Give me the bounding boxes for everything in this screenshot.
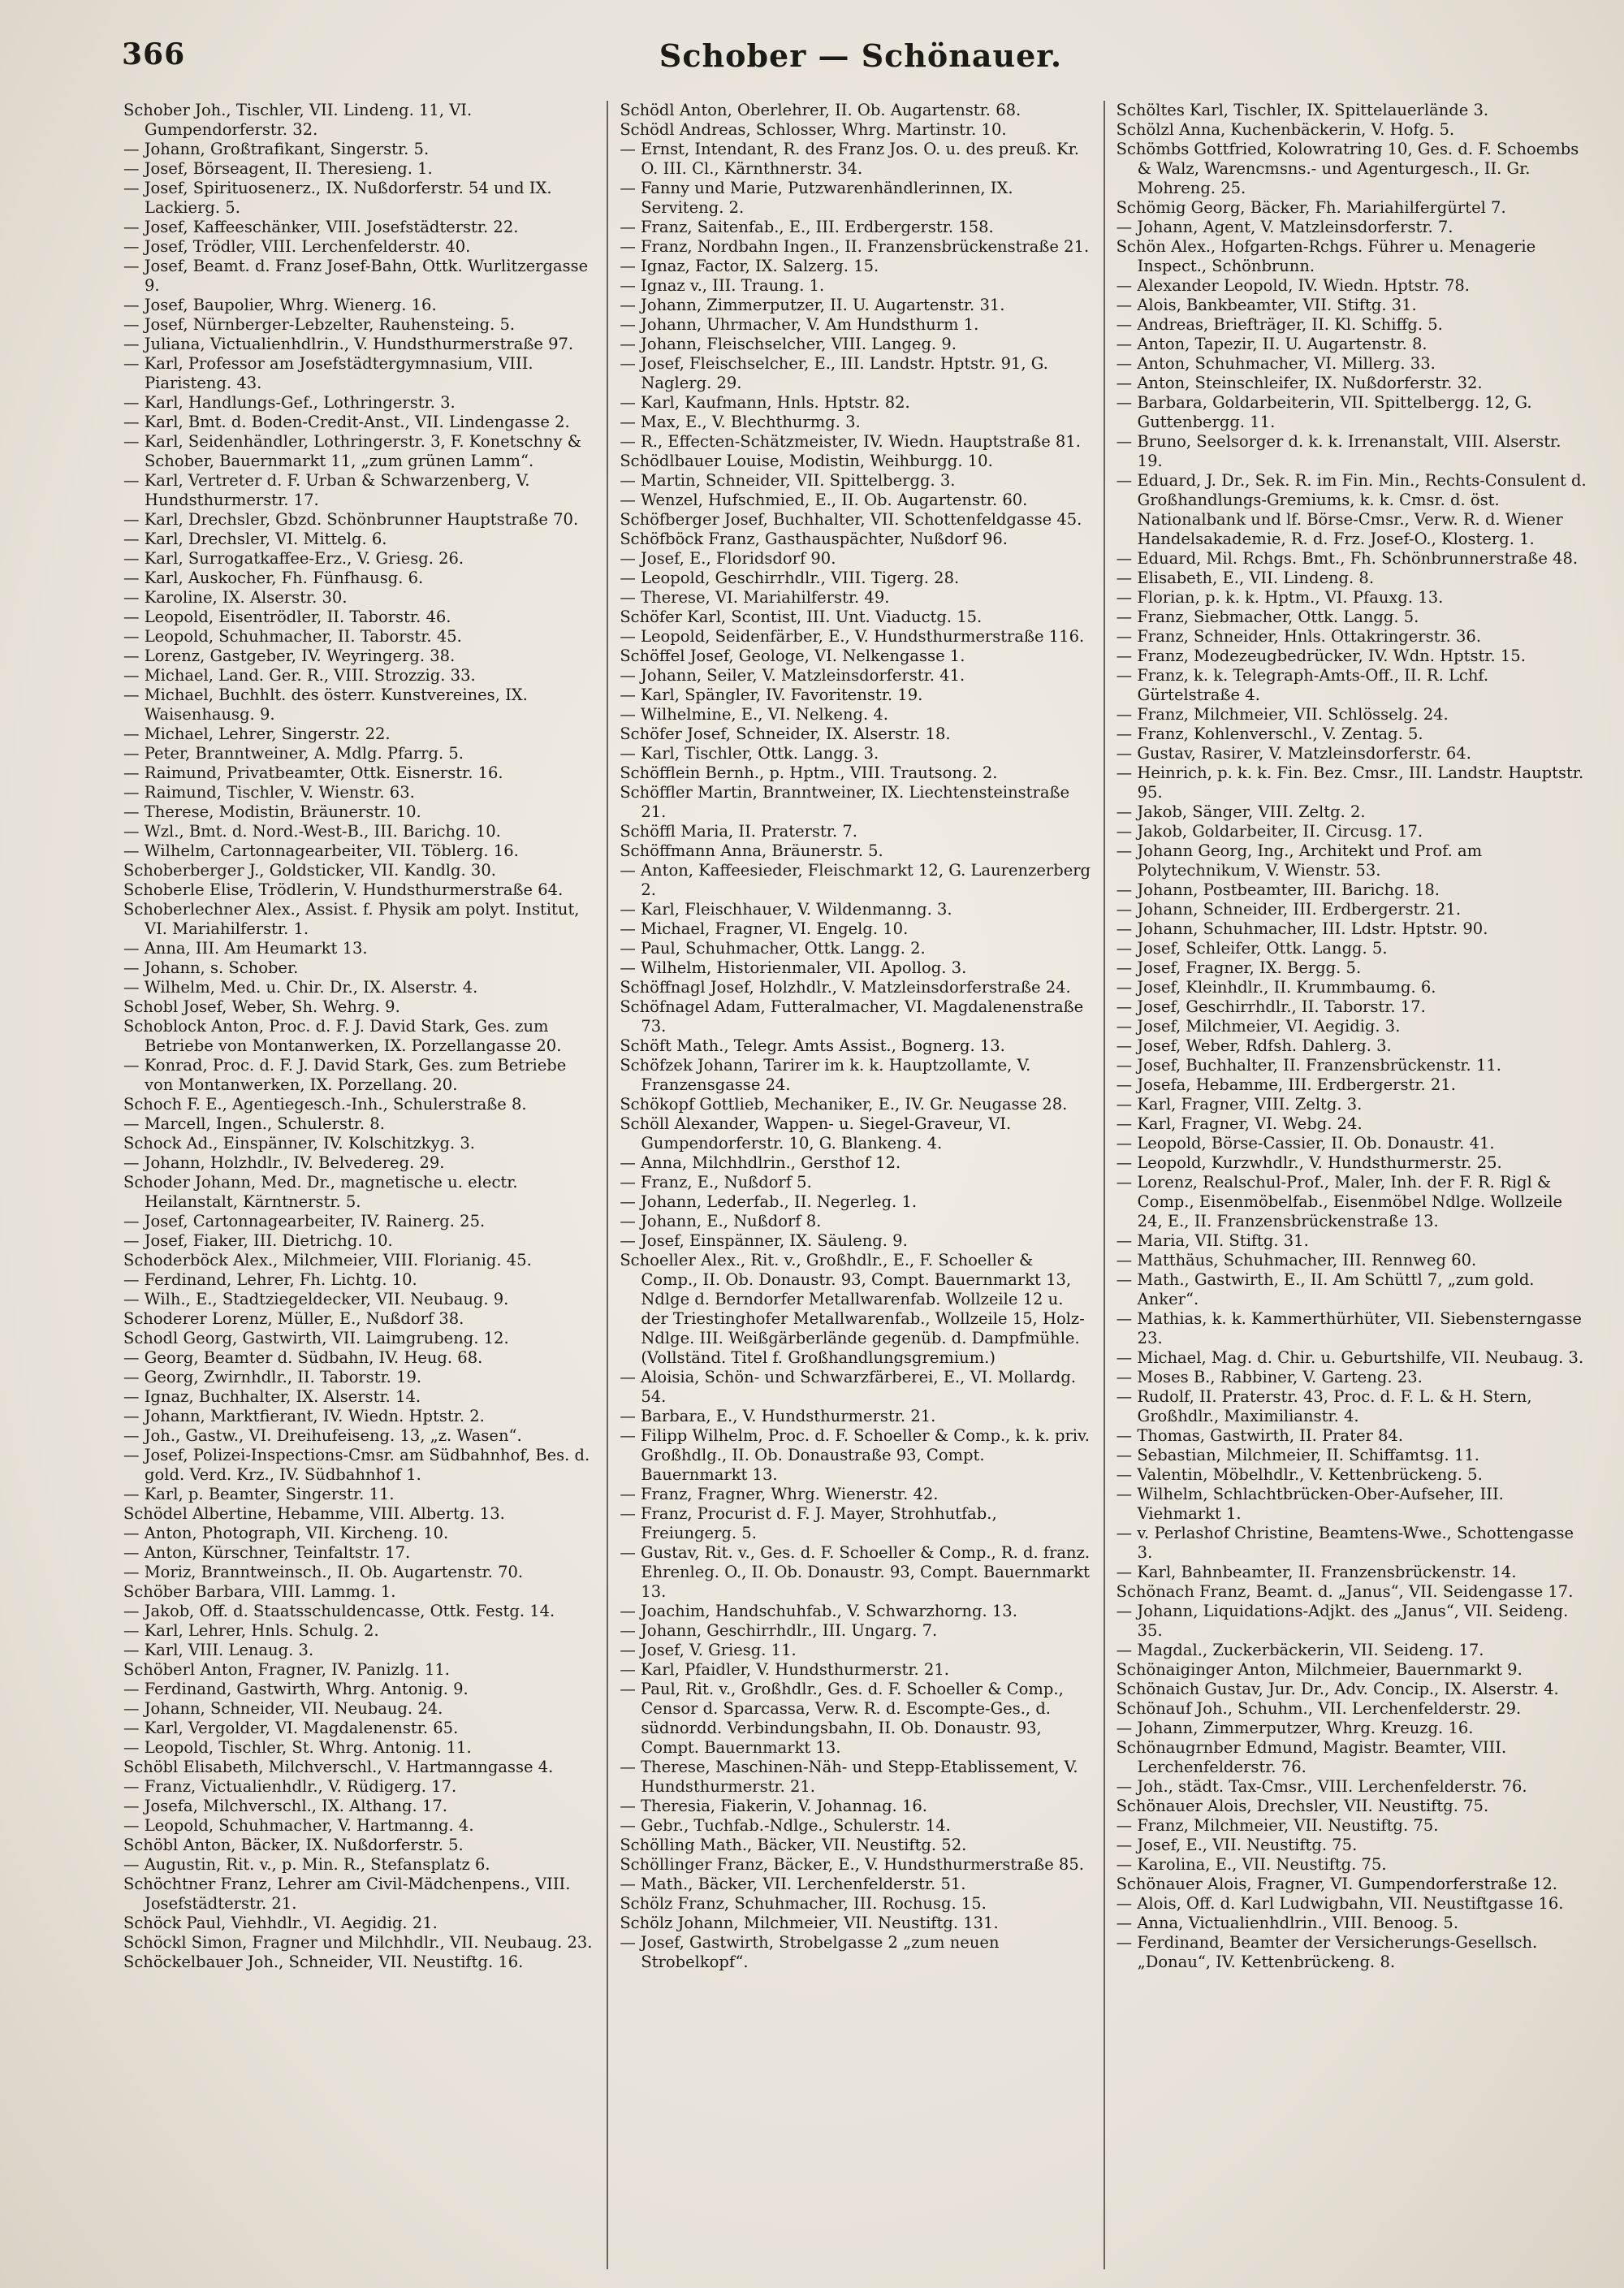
- directory-entry: — Karl, Professor am Josefstädtergymnasium, VIII. Piaristeng. 43.: [123, 354, 533, 392]
- directory-entry: — Wenzel, Hufschmied, E., II. Ob. Augartenstr. 60.: [620, 491, 1028, 509]
- directory-entry: Schoberle Elise, Trödlerin, V. Hundsthurmerstraße 64.: [123, 880, 564, 899]
- directory-entry: Schöfzek Johann, Tarirer im k. k. Hauptzollamte, V. Franzensgasse 24.: [620, 1056, 1031, 1094]
- directory-entry: — Franz, Fragner, Whrg. Wienerstr. 42.: [620, 1485, 939, 1503]
- directory-entry: — Anna, Victualienhdlrin., VIII. Benoog. 5.: [1116, 1914, 1459, 1932]
- directory-entry: Schölling Math., Bäcker, VII. Neustiftg. 52.: [620, 1836, 967, 1854]
- directory-entry: — Karl, Bmt. d. Boden-Credit-Anst., VII. Lindengasse 2.: [123, 413, 570, 431]
- directory-entry: — Florian, p. k. k. Hptm., VI. Pfauxg. 13.: [1116, 588, 1444, 607]
- directory-entry: — Mathias, k. k. Kammerthürhüter, VII. Siebensterngasse 23.: [1116, 1309, 1582, 1347]
- directory-entry: — Gustav, Rit. v., Ges. d. F. Schoeller & Comp., R. d. franz. Ehrenleg. O., II. Ob. Donaustr. 93, Compt. Bauernmarkt 13.: [620, 1543, 1091, 1601]
- directory-entry: — Alois, Bankbeamter, VII. Stiftg. 31.: [1116, 296, 1417, 314]
- directory-entry: — Lorenz, Gastgeber, IV. Weyringerg. 38.: [123, 647, 456, 665]
- directory-entry: — Karl, Fleischhauer, V. Wildenmanng. 3.: [620, 900, 952, 919]
- directory-entry: — Johann Georg, Ing., Architekt und Prof. am Polytechnikum, V. Wienstr. 53.: [1116, 841, 1483, 880]
- directory-entry: — Karl, Handlungs-Gef., Lothringerstr. 3.: [123, 393, 456, 412]
- directory-entry: Schökopf Gottlieb, Mechaniker, E., IV. Gr. Neugasse 28.: [620, 1095, 1068, 1114]
- directory-entry: — Karl, Vertreter d. F. Urban & Schwarzenberg, V. Hundsthurmerstr. 17.: [123, 471, 530, 509]
- running-title: Schober — Schönauer.: [659, 37, 1063, 74]
- directory-entry: — Ferdinand, Gastwirth, Whrg. Antonig. 9.: [123, 1680, 469, 1698]
- directory-entry: — Ferdinand, Beamter der Versicherungs-Gesellsch. „Donau“, IV. Kettenbrückeng. 8.: [1116, 1933, 1538, 1971]
- directory-entry: Schöfer Josef, Schneider, IX. Alserstr. 18.: [620, 724, 951, 743]
- directory-entry: — Rudolf, II. Praterstr. 43, Proc. d. F. L. & H. Stern, Großhdlr., Maximilianstr. 4.: [1116, 1387, 1532, 1425]
- directory-entry: — Wilhelm, Cartonnagearbeiter, VII. Töblerg. 16.: [123, 841, 519, 860]
- directory-entry: Schönaiginger Anton, Milchmeier, Bauernmarkt 9.: [1116, 1660, 1522, 1679]
- directory-entry: — Johann, Agent, V. Matzleinsdorferstr. 7.: [1116, 218, 1453, 236]
- directory-entry: — Michael, Land. Ger. R., VIII. Strozzig. 33.: [123, 666, 476, 685]
- directory-entry: — Josef, Cartonnagearbeiter, IV. Rainerg. 25.: [123, 1212, 486, 1231]
- directory-entry: — Jakob, Sänger, VIII. Zeltg. 2.: [1116, 802, 1366, 821]
- directory-entry: — Math., Bäcker, VII. Lerchenfelderstr. 51.: [620, 1875, 966, 1893]
- directory-entry: Schöft Math., Telegr. Amts Assist., Bognerg. 13.: [620, 1036, 1005, 1055]
- directory-entry: Schöffnagl Josef, Holzhdlr., V. Matzleinsdorferstraße 24.: [620, 978, 1071, 997]
- directory-entry: Schönauer Alois, Fragner, VI. Gumpendorferstraße 12.: [1116, 1875, 1557, 1893]
- directory-entry: — Josef, Gastwirth, Strobelgasse 2 „zum neuen Strobelkopf“.: [620, 1933, 1000, 1971]
- directory-entry: Schömig Georg, Bäcker, Fh. Mariahilfergürtel 7.: [1116, 198, 1506, 217]
- directory-entry: — Raimund, Tischler, V. Wienstr. 63.: [123, 783, 415, 802]
- directory-entry: — Eduard, Mil. Rchgs. Bmt., Fh. Schönbrunnerstraße 48.: [1116, 549, 1579, 568]
- directory-entry: — Josef, Schleifer, Ottk. Langg. 5.: [1116, 939, 1388, 958]
- directory-entry: Schöfnagel Adam, Futteralmacher, VI. Magdalenenstraße 73.: [620, 997, 1084, 1036]
- directory-entry: — Franz, Schneider, Hnls. Ottakringerstr. 36.: [1116, 627, 1482, 646]
- directory-entry: Schönach Franz, Beamt. d. „Janus“, VII. Seidengasse 17.: [1116, 1582, 1574, 1601]
- directory-entry: — Josef, Börseagent, II. Theresieng. 1.: [123, 159, 433, 178]
- directory-entry: — Johann, Schneider, VII. Neubaug. 24.: [123, 1699, 443, 1718]
- directory-entry: Schoch F. E., Agentiegesch.-Inh., Schulerstraße 8.: [123, 1095, 527, 1114]
- directory-entry: — Peter, Branntweiner, A. Mdlg. Pfarrg. 5.: [123, 744, 464, 763]
- directory-entry: — Franz, Kohlenverschl., V. Zentag. 5.: [1116, 724, 1423, 743]
- directory-entry: Schöfböck Franz, Gasthauspächter, Nußdorf 96.: [620, 530, 1008, 548]
- directory-entry: Schöbl Anton, Bäcker, IX. Nußdorferstr. 5.: [123, 1836, 464, 1854]
- directory-entry: — Aloisia, Schön- und Schwarzfärberei, E., VI. Mollardg. 54.: [620, 1368, 1077, 1406]
- directory-entry: — Sebastian, Milchmeier, II. Schiffamtsg. 11.: [1116, 1446, 1479, 1464]
- directory-entry: — Josef, Fragner, IX. Bergg. 5.: [1116, 958, 1362, 977]
- directory-entry: — Johann, Liquidations-Adjkt. des „Janus“, VII. Seideng. 35.: [1116, 1602, 1569, 1640]
- directory-entry: — Karl, Fragner, VIII. Zeltg. 3.: [1116, 1095, 1363, 1114]
- directory-entry: — Anton, Tapezir, II. U. Augartenstr. 8.: [1116, 335, 1427, 353]
- directory-entry: — Leopold, Seidenfärber, E., V. Hundsthurmerstraße 116.: [620, 627, 1085, 646]
- directory-entry: — Ignaz v., III. Traung. 1.: [620, 276, 825, 295]
- directory-entry: — Josef, Weber, Rdfsh. Dahlerg. 3.: [1116, 1036, 1392, 1055]
- directory-entry: — Anton, Steinschleifer, IX. Nußdorferstr. 32.: [1116, 374, 1483, 392]
- directory-entry: — Josef, Fiaker, III. Dietrichg. 10.: [123, 1231, 393, 1250]
- directory-entry: — Maria, VII. Stiftg. 31.: [1116, 1231, 1309, 1250]
- directory-entry: — Alexander Leopold, IV. Wiedn. Hptstr. 78.: [1116, 276, 1470, 295]
- directory-entry: — Konrad, Proc. d. F. J. David Stark, Ges. zum Betriebe von Montanwerken, IX. Porzellang. 20.: [123, 1056, 567, 1094]
- directory-entry: — Franz, Procurist d. F. J. Mayer, Strohhutfab., Freiungerg. 5.: [620, 1504, 997, 1542]
- directory-entry: — Andreas, Briefträger, II. Kl. Schiffg. 5.: [1116, 315, 1443, 334]
- directory-entry: — Jakob, Goldarbeiter, II. Circusg. 17.: [1116, 822, 1423, 841]
- directory-entry: — Karl, Seidenhändler, Lothringerstr. 3, F. Konetschny & Schober, Bauernmarkt 11, „zum grünen Lamm“.: [123, 432, 582, 470]
- directory-entry: Schoberberger J., Goldsticker, VII. Kandlg. 30.: [123, 861, 496, 880]
- directory-entry: — Franz, Milchmeier, VII. Schlösselg. 24.: [1116, 705, 1449, 724]
- directory-entry: — Math., Gastwirth, E., II. Am Schüttl 7, „zum gold. Anker“.: [1116, 1270, 1535, 1308]
- directory-entry: Schödl Andreas, Schlosser, Whrg. Martinstr. 10.: [620, 120, 1007, 139]
- directory-entry: — Leopold, Schuhmacher, II. Taborstr. 45.: [123, 627, 462, 646]
- directory-entry: — Leopold, Schuhmacher, V. Hartmanng. 4.: [123, 1816, 474, 1835]
- directory-entry: Schöfflein Bernh., p. Hptm., VIII. Trautsong. 2.: [620, 763, 998, 782]
- directory-columns: [112, 101, 1600, 2269]
- directory-entry: — Anna, Milchhdlrin., Gersthof 12.: [620, 1153, 901, 1172]
- directory-entry: — Josef, Kleinhdlr., II. Krummbaumg. 6.: [1116, 978, 1436, 997]
- directory-entry: Schöfer Karl, Scontist, III. Unt. Viaductg. 15.: [620, 608, 983, 626]
- directory-entry: — Karl, Kaufmann, Hnls. Hptstr. 82.: [620, 393, 910, 412]
- directory-entry: — Anton, Kürschner, Teinfaltstr. 17.: [123, 1543, 411, 1562]
- directory-entry: — Michael, Lehrer, Singerstr. 22.: [123, 724, 391, 743]
- directory-entry: — Barbara, Goldarbeiterin, VII. Spittelbergg. 12, G. Guttenbergg. 11.: [1116, 393, 1532, 431]
- directory-entry: — Johann, Fleischselcher, VIII. Langeg. 9.: [620, 335, 957, 353]
- directory-entry: — Josef, Fleischselcher, E., III. Landstr. Hptstr. 91, G. Naglerg. 29.: [620, 354, 1048, 392]
- directory-entry: — Josef, Beamt. d. Franz Josef-Bahn, Ottk. Wurlitzergasse 9.: [123, 257, 589, 295]
- directory-entry: — Karl, Fragner, VI. Webg. 24.: [1116, 1114, 1363, 1133]
- directory-entry: Schödel Albertine, Hebamme, VIII. Albertg. 13.: [123, 1504, 505, 1523]
- directory-entry: — Wilh., E., Stadtziegeldecker, VII. Neubaug. 9.: [123, 1290, 509, 1308]
- directory-entry: Schölz Franz, Schuhmacher, III. Rochusg. 15.: [620, 1894, 987, 1913]
- directory-entry: — Josef, Trödler, VIII. Lerchenfelderstr. 40.: [123, 237, 471, 256]
- directory-entry: — Martin, Schneider, VII. Spittelbergg. 3.: [620, 471, 956, 490]
- directory-entry: — Franz, Siebmacher, Ottk. Langg. 5.: [1116, 608, 1419, 626]
- directory-entry: — Karolina, E., VII. Neustiftg. 75.: [1116, 1855, 1387, 1874]
- directory-entry: — Wilhelm, Med. u. Chir. Dr., IX. Alserstr. 4.: [123, 978, 478, 997]
- directory-entry: Schöffel Josef, Geologe, VI. Nelkengasse 1.: [620, 647, 965, 665]
- directory-entry: Schoberlechner Alex., Assist. f. Physik am polyt. Institut, VI. Mariahilferstr. 1.: [123, 900, 580, 938]
- directory-entry: — Leopold, Börse-Cassier, II. Ob. Donaustr. 41.: [1116, 1134, 1495, 1153]
- directory-entry: — Moses B., Rabbiner, V. Garteng. 23.: [1116, 1368, 1423, 1386]
- directory-entry: — Johann, E., Nußdorf 8.: [620, 1212, 822, 1231]
- directory-entry: — Josef, E., Floridsdorf 90.: [620, 549, 836, 568]
- directory-entry: — Josef, Milchmeier, VI. Aegidig. 3.: [1116, 1017, 1401, 1036]
- directory-entry: — Joachim, Handschuhfab., V. Schwarzhorng. 13.: [620, 1602, 1017, 1620]
- directory-entry: — Johann, Geschirrhdlr., III. Ungarg. 7.: [620, 1621, 938, 1640]
- directory-entry: — Johann, Großtrafikant, Singerstr. 5.: [123, 140, 430, 158]
- directory-entry: — Barbara, E., V. Hundsthurmerstr. 21.: [620, 1407, 936, 1425]
- directory-entry: — Ignaz, Factor, IX. Salzerg. 15.: [620, 257, 879, 275]
- directory-entry: — Anton, Schuhmacher, VI. Millerg. 33.: [1116, 354, 1436, 373]
- directory-entry: — Filipp Wilhelm, Proc. d. F. Schoeller & Comp., k. k. priv. Großhdlg., II. Ob. Donaustraße 93, Compt. Bauernmarkt 13.: [620, 1426, 1090, 1484]
- directory-entry: — Josefa, Milchverschl., IX. Althang. 17.: [123, 1797, 447, 1815]
- directory-entry: — Johann, Zimmerputzer, Whrg. Kreuzg. 16.: [1116, 1719, 1474, 1737]
- directory-entry: — Anton, Kaffeesieder, Fleischmarkt 12, G. Laurenzerberg 2.: [620, 861, 1091, 899]
- directory-entry: Schölz Johann, Milchmeier, VII. Neustiftg. 131.: [620, 1914, 999, 1932]
- directory-entry: — Lorenz, Realschul-Prof., Maler, Inh. der F. R. Rigl & Comp., Eisenmöbelfab., Eisenmöbel Ndlge. Wollzeile 24, E., II. Franzensbrückenstraße 13.: [1116, 1173, 1563, 1231]
- directory-entry: — Ignaz, Buchhalter, IX. Alserstr. 14.: [123, 1387, 421, 1406]
- directory-entry: — Johann, Seiler, V. Matzleinsdorferstr. 41.: [620, 666, 965, 685]
- directory-entry: — Karoline, IX. Alserstr. 30.: [123, 588, 348, 607]
- directory-entry: — Therese, VI. Mariahilferstr. 49.: [620, 588, 890, 607]
- column-3: [1104, 101, 1600, 2269]
- directory-entry: Schölzl Anna, Kuchenbäckerin, V. Hofg. 5.: [1116, 120, 1455, 139]
- directory-entry: — Bruno, Seelsorger d. k. k. Irrenanstalt, VIII. Alserstr. 19.: [1116, 432, 1561, 470]
- directory-entry: — Paul, Schuhmacher, Ottk. Langg. 2.: [620, 939, 926, 958]
- directory-entry: — Gustav, Rasirer, V. Matzleinsdorferstr. 64.: [1116, 744, 1471, 763]
- directory-entry: — Leopold, Kurzwhdlr., V. Hundsthurmerstr. 25.: [1116, 1153, 1502, 1172]
- directory-entry: Schönaugrnber Edmund, Magistr. Beamter, VIII. Lerchenfelderstr. 76.: [1116, 1738, 1507, 1776]
- directory-entry: — Johann, Holzhdlr., IV. Belvedereg. 29.: [123, 1153, 445, 1172]
- directory-entry: — Karl, VIII. Lenaug. 3.: [123, 1641, 314, 1659]
- directory-entry: — Leopold, Eisentrödler, II. Taborstr. 46.: [123, 608, 451, 626]
- directory-entry: — Johann, Schneider, III. Erdbergerstr. 21.: [1116, 900, 1462, 919]
- directory-entry: — Ernst, Intendant, R. des Franz Jos. O. u. des preuß. Kr. O. III. Cl., Kärnthnerstr. 34.: [620, 140, 1079, 178]
- directory-entry: Schoderböck Alex., Milchmeier, VIII. Florianig. 45.: [123, 1251, 532, 1269]
- directory-entry: — Franz, Victualienhdlr., V. Rüdigerg. 17.: [123, 1777, 457, 1796]
- page-number: 366: [122, 37, 186, 71]
- directory-entry: — Wilhelm, Schlachtbrücken-Ober-Aufseher, III. Viehmarkt 1.: [1116, 1485, 1504, 1523]
- directory-entry: — Johann, Schuhmacher, III. Ldstr. Hptstr. 90.: [1116, 919, 1488, 938]
- directory-entry: Schönaich Gustav, Jur. Dr., Adv. Concip., IX. Alserstr. 4.: [1116, 1680, 1559, 1698]
- directory-entry: — Leopold, Tischler, St. Whrg. Antonig. 11.: [123, 1738, 472, 1757]
- directory-entry: — Johann, Marktfierant, IV. Wiedn. Hptstr. 2.: [123, 1407, 485, 1425]
- directory-entry: — Alois, Off. d. Karl Ludwigbahn, VII. Neustiftgasse 16.: [1116, 1894, 1564, 1913]
- directory-entry: — Michael, Fragner, VI. Engelg. 10.: [620, 919, 909, 938]
- directory-entry: Schober Joh., Tischler, VII. Lindeng. 11, VI. Gumpendorferstr. 32.: [123, 101, 473, 139]
- directory-entry: Schöbl Elisabeth, Milchverschl., V. Hartmanngasse 4.: [123, 1758, 554, 1776]
- directory-entry: Schobl Josef, Weber, Sh. Wehrg. 9.: [123, 997, 400, 1016]
- directory-entry: — Josef, Baupolier, Whrg. Wienerg. 16.: [123, 296, 437, 314]
- directory-entry: — Wilhelm, Historienmaler, VII. Apollog. 3.: [620, 958, 967, 977]
- directory-entry: — Franz, E., Nußdorf 5.: [620, 1173, 812, 1192]
- directory-entry: Schodl Georg, Gastwirth, VII. Laimgrubeng. 12.: [123, 1329, 509, 1347]
- directory-entry: — Johann, Postbeamter, III. Barichg. 18.: [1116, 880, 1440, 899]
- directory-entry: — Josef, Spirituosenerz., IX. Nußdorferstr. 54 und IX. Lackierg. 5.: [123, 179, 552, 217]
- directory-entry: Schöckelbauer Joh., Schneider, VII. Neustiftg. 16.: [123, 1953, 524, 1971]
- directory-entry: — Fanny und Marie, Putzwarenhändlerinnen, IX. Serviteng. 2.: [620, 179, 1013, 217]
- directory-entry: — Raimund, Privatbeamter, Ottk. Eisnerstr. 16.: [123, 763, 503, 782]
- directory-entry: — Karl, Auskocher, Fh. Fünfhausg. 6.: [123, 569, 424, 587]
- directory-entry: — Johann, Zimmerputzer, II. U. Augartenstr. 31.: [620, 296, 1005, 314]
- directory-entry: — Karl, Drechsler, Gbzd. Schönbrunner Hauptstraße 70.: [123, 510, 579, 529]
- directory-entry: — Josef, Einspänner, IX. Säuleng. 9.: [620, 1231, 908, 1250]
- directory-entry: — Anna, III. Am Heumarkt 13.: [123, 939, 368, 958]
- directory-entry: — Leopold, Geschirrhdlr., VIII. Tigerg. 28.: [620, 569, 960, 587]
- directory-entry: Schöllinger Franz, Bäcker, E., V. Hundsthurmerstraße 85.: [620, 1855, 1084, 1874]
- directory-entry: — Josef, Nürnberger-Lebzelter, Rauhensteing. 5.: [123, 315, 516, 334]
- directory-entry: Schöberl Anton, Fragner, IV. Panizlg. 11.: [123, 1660, 451, 1679]
- directory-entry: Schöck Paul, Viehhdlr., VI. Aegidig. 21.: [123, 1914, 438, 1932]
- directory-entry: — Moriz, Branntweinsch., II. Ob. Augartenstr. 70.: [123, 1563, 524, 1581]
- directory-entry: Schödl Anton, Oberlehrer, II. Ob. Augartenstr. 68.: [620, 101, 1021, 119]
- directory-entry: — Joh., städt. Tax-Cmsr., VIII. Lerchenfelderstr. 76.: [1116, 1777, 1527, 1796]
- directory-entry: — Karl, Vergolder, VI. Magdalenenstr. 65.: [123, 1719, 459, 1737]
- directory-entry: Schöffl Maria, II. Praterstr. 7.: [620, 822, 857, 841]
- directory-entry: — Michael, Buchhlt. des österr. Kunstvereines, IX. Waisenhausg. 9.: [123, 686, 528, 724]
- directory-entry: — Franz, Nordbahn Ingen., II. Franzensbrückenstraße 21.: [620, 237, 1090, 256]
- directory-entry: Schöffmann Anna, Bräunerstr. 5.: [620, 841, 883, 860]
- directory-entry: — Heinrich, p. k. k. Fin. Bez. Cmsr., III. Landstr. Hauptstr. 95.: [1116, 763, 1584, 802]
- directory-entry: — Josef, V. Griesg. 11.: [620, 1641, 797, 1659]
- directory-entry: — Therese, Modistin, Bräunerstr. 10.: [123, 802, 421, 821]
- directory-entry: — Johann, Lederfab., II. Negerleg. 1.: [620, 1192, 918, 1211]
- directory-entry: Schöber Barbara, VIII. Lammg. 1.: [123, 1582, 396, 1601]
- directory-entry: Schoblock Anton, Proc. d. F. J. David Stark, Ges. zum Betriebe von Montanwerken, IX. Porzellangasse 20.: [123, 1017, 562, 1055]
- directory-entry: Schoderer Lorenz, Müller, E., Nußdorf 38.: [123, 1309, 464, 1328]
- directory-entry: — Eduard, J. Dr., Sek. R. im Fin. Min., Rechts-Consulent d. Großhandlungs-Gremiums, k. k. Cmsr. d. öst. Nationalbank und lf. Börse-Cmsr., Verw. R. d. Wiener Handelsakademie, R. d. Frz. Josef-O., Klosterg. 1.: [1116, 471, 1587, 548]
- directory-entry: — Karl, p. Beamter, Singerstr. 11.: [123, 1485, 395, 1503]
- directory-entry: Schön Alex., Hofgarten-Rchgs. Führer u. Menagerie Inspect., Schönbrunn.: [1116, 237, 1536, 275]
- directory-entry: — Karl, Pfaidler, V. Hundsthurmerstr. 21.: [620, 1660, 949, 1679]
- directory-entry: Schönauer Alois, Drechsler, VII. Neustiftg. 75.: [1116, 1797, 1489, 1815]
- directory-entry: — Franz, Milchmeier, VII. Neustiftg. 75.: [1116, 1816, 1439, 1835]
- directory-entry: — Georg, Beamter d. Südbahn, IV. Heug. 68.: [123, 1348, 483, 1367]
- directory-entry: — Josef, Kaffeeschänker, VIII. Josefstädterstr. 22.: [123, 218, 519, 236]
- directory-entry: Schödlbauer Louise, Modistin, Weihburgg. 10.: [620, 452, 993, 470]
- directory-entry: Schöffler Martin, Branntweiner, IX. Liechtensteinstraße 21.: [620, 783, 1070, 821]
- directory-entry: — Karl, Bahnbeamter, II. Franzensbrückenstr. 14.: [1116, 1563, 1517, 1581]
- directory-entry: — Franz, k. k. Telegraph-Amts-Off., II. R. Lchf. Gürtelstraße 4.: [1116, 666, 1489, 704]
- directory-entry: Schöfberger Josef, Buchhalter, VII. Schottenfeldgasse 45.: [620, 510, 1082, 529]
- directory-entry: — Karl, Lehrer, Hnls. Schulg. 2.: [123, 1621, 379, 1640]
- directory-entry: — Karl, Surrogatkaffee-Erz., V. Griesg. 26.: [123, 549, 464, 568]
- directory-entry: — Jakob, Off. d. Staatsschuldencasse, Ottk. Festg. 14.: [123, 1602, 555, 1620]
- column-2: [607, 101, 1103, 2269]
- column-1: [112, 101, 607, 2269]
- directory-entry: — Therese, Maschinen-Näh- und Stepp-Etablissement, V. Hundsthurmerstr. 21.: [620, 1758, 1078, 1796]
- directory-entry: — Johann, s. Schober.: [123, 958, 299, 977]
- directory-entry: Schoder Johann, Med. Dr., magnetische u. electr. Heilanstalt, Kärntnerstr. 5.: [123, 1173, 518, 1211]
- directory-entry: — Michael, Mag. d. Chir. u. Geburtshilfe, VII. Neubaug. 3.: [1116, 1348, 1584, 1367]
- directory-entry: — Georg, Zwirnhdlr., II. Taborstr. 19.: [123, 1368, 422, 1386]
- directory-entry: — Paul, Rit. v., Großhdlr., Ges. d. F. Schoeller & Comp., Censor d. Sparcassa, Verw. R. d. Escompte-Ges., d. südnordd. Verbindungsbahn, II. Ob. Donaustr. 93, Compt. Bauernmarkt 13.: [620, 1680, 1064, 1757]
- directory-entry: Schöll Alexander, Wappen- u. Siegel-Graveur, VI. Gumpendorferstr. 10, G. Blankeng. 4.: [620, 1114, 1012, 1153]
- directory-entry: — Thomas, Gastwirth, II. Prater 84.: [1116, 1426, 1404, 1445]
- directory-entry: — Josefa, Hebamme, III. Erdbergerstr. 21.: [1116, 1075, 1456, 1094]
- directory-entry: — Karl, Drechsler, VI. Mittelg. 6.: [123, 530, 387, 548]
- directory-entry: — Karl, Tischler, Ottk. Langg. 3.: [620, 744, 879, 763]
- directory-entry: — Ferdinand, Lehrer, Fh. Lichtg. 10.: [123, 1270, 417, 1289]
- directory-entry: — Anton, Photograph, VII. Kircheng. 10.: [123, 1524, 449, 1542]
- directory-entry: — Max, E., V. Blechthurmg. 3.: [620, 413, 861, 431]
- directory-entry: Schönauf Joh., Schuhm., VII. Lerchenfelderstr. 29.: [1116, 1699, 1522, 1718]
- directory-entry: — Elisabeth, E., VII. Lindeng. 8.: [1116, 569, 1375, 587]
- directory-entry: — Johann, Uhrmacher, V. Am Hundsthurm 1.: [620, 315, 979, 334]
- directory-entry: — Magdal., Zuckerbäckerin, VII. Seideng. 17.: [1116, 1641, 1484, 1659]
- directory-entry: — Theresia, Fiakerin, V. Johannag. 16.: [620, 1797, 927, 1815]
- directory-entry: — Josef, Buchhalter, II. Franzensbrückenstr. 11.: [1116, 1056, 1501, 1075]
- directory-entry: — Franz, Modezeugbedrücker, IV. Wdn. Hptstr. 15.: [1116, 647, 1526, 665]
- directory-entry: — v. Perlashof Christine, Beamtens-Wwe., Schottengasse 3.: [1116, 1524, 1574, 1562]
- directory-entry: — Josef, Polizei-Inspections-Cmsr. am Südbahnhof, Bes. d. gold. Verd. Krz., IV. Südbahnhof 1.: [123, 1446, 590, 1484]
- directory-entry: — Valentin, Möbelhdlr., V. Kettenbrückeng. 5.: [1116, 1465, 1483, 1484]
- directory-entry: — Marcell, Ingen., Schulerstr. 8.: [123, 1114, 385, 1133]
- directory-entry: — Karl, Spängler, IV. Favoritenstr. 19.: [620, 686, 923, 704]
- directory-entry: — Franz, Saitenfab., E., III. Erdbergerstr. 158.: [620, 218, 994, 236]
- directory-entry: — Josef, Geschirrhdlr., II. Taborstr. 17.: [1116, 997, 1426, 1016]
- directory-entry: Schöckl Simon, Fragner und Milchhdlr., VII. Neubaug. 23.: [123, 1933, 593, 1952]
- directory-entry: — Gebr., Tuchfab.-Ndlge., Schulerstr. 14.: [620, 1816, 951, 1835]
- directory-entry: — Wilhelmine, E., VI. Nelkeng. 4.: [620, 705, 889, 724]
- directory-entry: Schöltes Karl, Tischler, IX. Spittelauerlände 3.: [1116, 101, 1489, 119]
- directory-entry: — Wzl., Bmt. d. Nord.-West-B., III. Barichg. 10.: [123, 822, 501, 841]
- directory-entry: — Augustin, Rit. v., p. Min. R., Stefansplatz 6.: [123, 1855, 490, 1874]
- directory-entry: Schock Ad., Einspänner, IV. Kolschitzkyg. 3.: [123, 1134, 475, 1153]
- page-header: [114, 32, 1608, 94]
- directory-entry: — R., Effecten-Schätzmeister, IV. Wiedn. Hauptstraße 81.: [620, 432, 1081, 451]
- directory-entry: — Juliana, Victualienhdlrin., V. Hundsthurmerstraße 97.: [123, 335, 574, 353]
- directory-entry: Schöchtner Franz, Lehrer am Civil-Mädchenpens., VIII. Josefstädterstr. 21.: [123, 1875, 571, 1913]
- directory-entry: — Matthäus, Schuhmacher, III. Rennweg 60.: [1116, 1251, 1477, 1269]
- directory-entry: — Joh., Gastw., VI. Dreihufeiseng. 13, „z. Wasen“.: [123, 1426, 522, 1445]
- directory-entry: Schömbs Gottfried, Kolowratring 10, Ges. d. F. Schoembs & Walz, Warencmsns.- und Agenturgesch., II. Gr. Mohreng. 25.: [1116, 140, 1579, 197]
- directory-entry: Schoeller Alex., Rit. v., Großhdlr., E., F. Schoeller & Comp., II. Ob. Donaustr. 93, Compt. Bauernmarkt 13, Ndlge d. Berndorfer Metallwarenfab. Wollzeile 12 u. der Triestinghofer Metallwarenfab., Wollzeile 15, Holz-Ndlge. III. Weißgärberlände gegenüb. d. Dampfmühle. (Vollständ. Titel f. Großhandlungsgremium.): [620, 1251, 1085, 1367]
- directory-entry: — Josef, E., VII. Neustiftg. 75.: [1116, 1836, 1358, 1854]
